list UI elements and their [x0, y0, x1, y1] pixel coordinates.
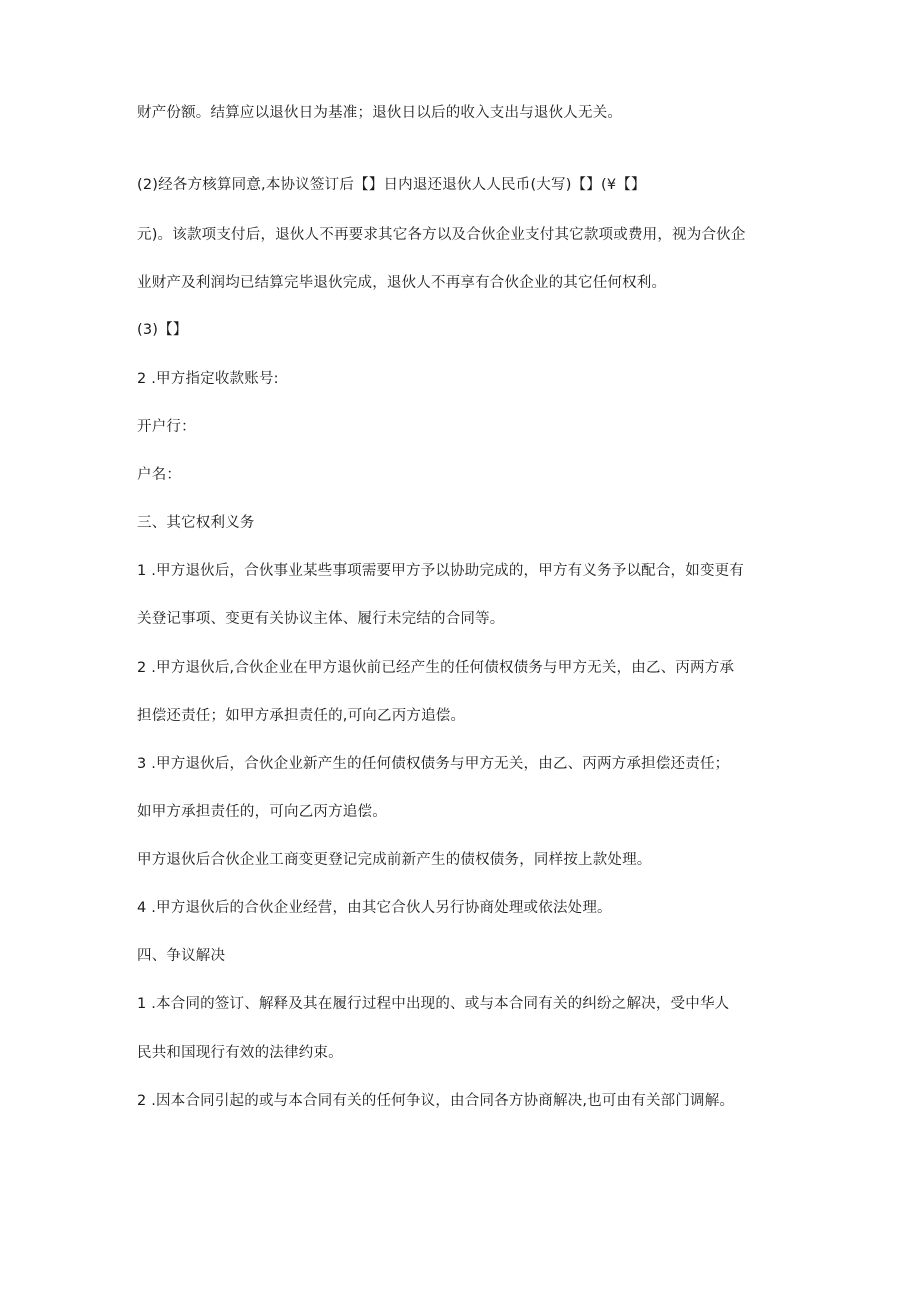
section-heading: 三、其它权利义务 [137, 515, 255, 531]
paragraph-line: (2)经各方核算同意,本协议签订后【】日内退还退伙人人民币(大写)【】(¥【】 [137, 177, 646, 193]
paragraph-line: 元)。该款项支付后，退伙人不再要求其它各方以及合伙企业支付其它款项或费用，视为合伙企 [137, 227, 746, 243]
paragraph-line: (3)【】 [137, 322, 188, 338]
list-item: 1 .本合同的签订、解释及其在履行过程中出现的、或与本合同有关的纠纷之解决，受中华人 [137, 996, 730, 1012]
list-item: 1 .甲方退伙后，合伙事业某些事项需要甲方予以协助完成的，甲方有义务予以配合，如变更有 [137, 563, 745, 579]
field-label: 户名： [137, 467, 182, 483]
list-item: 2 .因本合同引起的或与本合同有关的任何争议，由合同各方协商解决,也可由有关部门调解。 [137, 1093, 735, 1109]
list-item: 2 .甲方退伙后,合伙企业在甲方退伙前已经产生的任何债权债务与甲方无关，由乙、丙两方承 [137, 660, 735, 676]
paragraph-line: 关登记事项、变更有关协议主体、履行未完结的合同等。 [137, 611, 505, 627]
list-item: 3 .甲方退伙后，合伙企业新产生的任何债权债务与甲方无关，由乙、丙两方承担偿还责任； [137, 756, 730, 772]
paragraph-line: 如甲方承担责任的，可向乙丙方追偿。 [137, 804, 387, 820]
paragraph-line: 民共和国现行有效的法律约束。 [137, 1045, 343, 1061]
paragraph-line: 财产份额。结算应以退伙日为基准；退伙日以后的收入支出与退伙人无关。 [137, 105, 623, 121]
section-heading: 四、争议解决 [137, 948, 226, 964]
list-item: 4 .甲方退伙后的合伙企业经营，由其它合伙人另行协商处理或依法处理。 [137, 900, 612, 916]
paragraph-line: 业财产及利润均已结算完毕退伙完成，退伙人不再享有合伙企业的其它任何权利。 [137, 275, 667, 291]
paragraph-line: 甲方退伙后合伙企业工商变更登记完成前新产生的债权债务，同样按上款处理。 [137, 852, 652, 868]
list-item: 2 .甲方指定收款账号: [137, 371, 279, 387]
field-label: 开户行： [137, 419, 196, 435]
paragraph-line: 担偿还责任；如甲方承担责任的,可向乙丙方追偿。 [137, 708, 466, 724]
